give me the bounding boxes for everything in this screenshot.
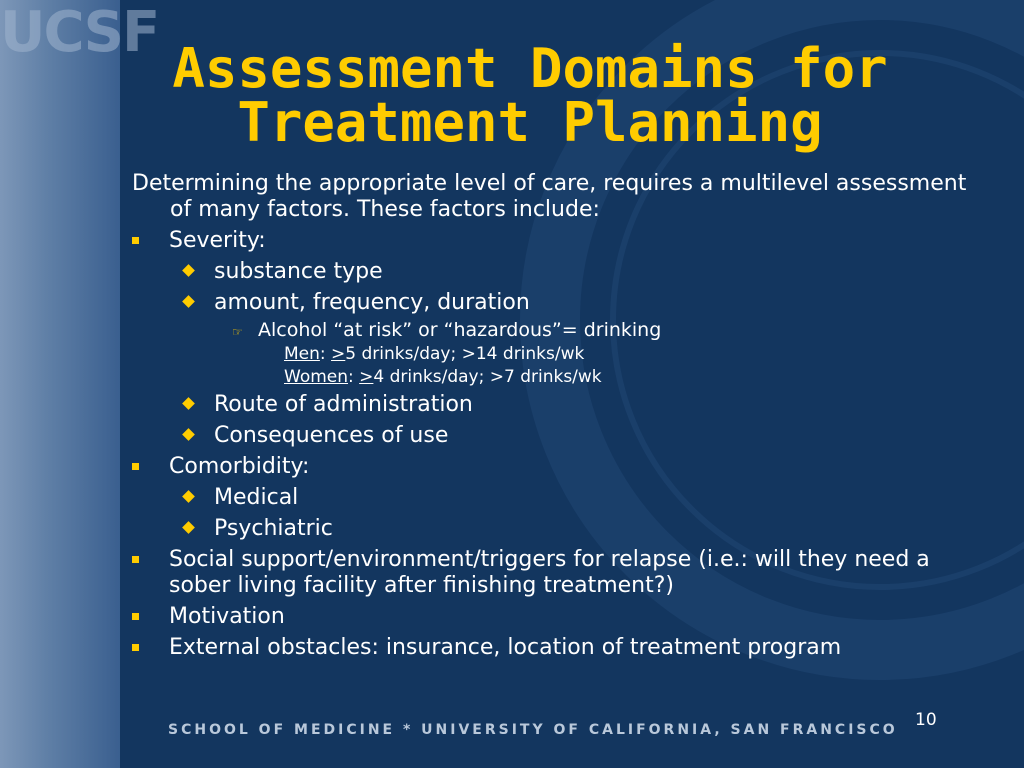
sub-bullet-substance-type (132, 259, 992, 285)
bullet-comorbidity (132, 454, 992, 480)
bullet-label: Severity: (169, 228, 266, 253)
men-label: Men (284, 344, 320, 364)
sub-bullet-label: amount, frequency, duration (214, 290, 530, 315)
footer-institution: SCHOOL OF MEDICINE * UNIVERSITY OF CALIFORNIA, SAN FRANCISCO (168, 722, 898, 738)
women-threshold (132, 367, 992, 387)
bullet-label: Motivation (169, 604, 285, 629)
sub-bullet-label: Psychiatric (214, 516, 333, 541)
diamond-bullet-icon (182, 397, 195, 410)
women-op: > (359, 367, 374, 387)
bullet-label: Comorbidity: (169, 454, 310, 479)
diamond-bullet-icon (182, 295, 195, 308)
slide-body (132, 171, 992, 661)
men-sep: : (319, 344, 332, 364)
sub-sub-bullet-label: Alcohol “at risk” or “hazardous”= drinking (258, 319, 662, 341)
sub-sub-bullet-alcohol (132, 319, 992, 341)
square-bullet-icon (132, 556, 139, 563)
square-bullet-icon (132, 463, 139, 470)
square-bullet-icon (132, 237, 139, 244)
sub-bullet-label: substance type (214, 259, 383, 284)
women-rest: 4 drinks/day; >7 drinks/wk (373, 367, 602, 387)
sub-bullet-amount (132, 290, 992, 316)
sub-bullet-label: Route of administration (214, 392, 473, 417)
bullet-label: External obstacles: insurance, location of treatment program (169, 635, 842, 660)
bullet-severity (132, 228, 992, 254)
left-sidebar-band (0, 0, 120, 768)
pointing-hand-bullet-icon: ☞ (232, 325, 243, 339)
bullet-social-support (132, 547, 992, 599)
sub-bullet-label: Consequences of use (214, 423, 449, 448)
women-sep: : (348, 367, 360, 387)
diamond-bullet-icon (182, 490, 195, 503)
men-op: > (331, 344, 346, 364)
page-number: 10 (915, 710, 937, 730)
women-label: Women (284, 367, 349, 387)
title-line-1: Assessment Domains for (172, 37, 888, 100)
sub-bullet-medical (132, 485, 992, 511)
bullet-label: Social support/environment/triggers for relapse (i.e.: will they need a sober living facility after finishing treatment?) (169, 547, 930, 598)
title-line-2: Treatment Planning (237, 91, 823, 154)
bullet-motivation (132, 604, 992, 630)
sub-bullet-route (132, 392, 992, 418)
intro-paragraph: Determining the appropriate level of care, requires a multilevel assessment of many factors. These factors include: (132, 171, 967, 222)
sub-bullet-psychiatric (132, 516, 992, 542)
bullet-external-obstacles (132, 635, 992, 661)
men-threshold (132, 344, 992, 364)
ucsf-logo: UCSF (0, 0, 159, 65)
square-bullet-icon (132, 644, 139, 651)
slide-title (130, 37, 930, 154)
diamond-bullet-icon (182, 264, 195, 277)
diamond-bullet-icon (182, 521, 195, 534)
men-rest: 5 drinks/day; >14 drinks/wk (345, 344, 585, 364)
square-bullet-icon (132, 613, 139, 620)
sub-bullet-consequences (132, 423, 992, 449)
diamond-bullet-icon (182, 428, 195, 441)
sub-bullet-label: Medical (214, 485, 299, 510)
